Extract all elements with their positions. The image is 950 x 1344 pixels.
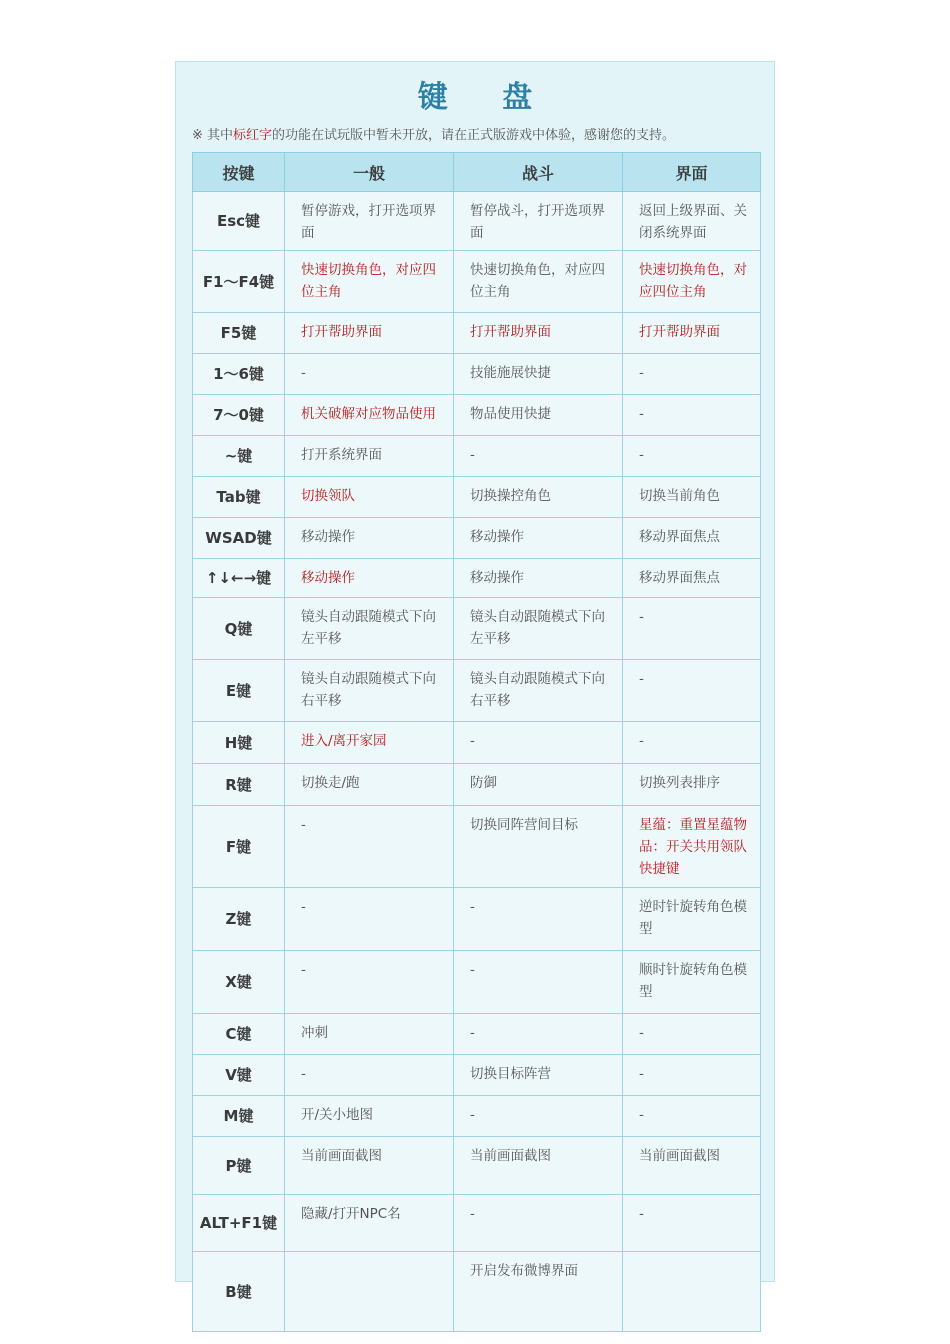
general-cell: 进入/离开家园 (285, 722, 454, 764)
ui-cell: - (623, 1014, 761, 1055)
battle-cell: 切换同阵营间目标 (454, 806, 623, 888)
table-header-row (193, 153, 761, 192)
key-cell: C键 (193, 1014, 285, 1055)
general-cell: 冲刺 (285, 1014, 454, 1055)
general-cell: 隐藏/打开NPC名 (285, 1195, 454, 1252)
battle-cell: - (454, 1014, 623, 1055)
ui-cell: 星蕴：重置星蕴物品：开关共用领队快捷键 (623, 806, 761, 888)
battle-cell: 切换目标阵营 (454, 1055, 623, 1096)
table-row (193, 1014, 761, 1055)
table-row (193, 660, 761, 722)
table-row (193, 1055, 761, 1096)
battle-cell: 打开帮助界面 (454, 313, 623, 354)
general-cell: 镜头自动跟随模式下向右平移 (285, 660, 454, 722)
general-cell: 切换领队 (285, 477, 454, 518)
general-cell: 当前画面截图 (285, 1137, 454, 1195)
notice-suffix: 的功能在试玩版中暂未开放，请在正式版游戏中体验，感谢您的支持。 (272, 128, 676, 143)
ui-cell: - (623, 1195, 761, 1252)
general-cell: 切换走/跑 (285, 764, 454, 806)
battle-cell: 镜头自动跟随模式下向左平移 (454, 598, 623, 660)
battle-cell: 物品使用快捷 (454, 395, 623, 436)
ui-cell: - (623, 436, 761, 477)
general-cell: - (285, 888, 454, 951)
table-row (193, 951, 761, 1014)
key-cell: F键 (193, 806, 285, 888)
ui-cell: 返回上级界面、关闭系统界面 (623, 192, 761, 251)
header-ui: 界面 (623, 153, 761, 192)
ui-cell: 切换列表排序 (623, 764, 761, 806)
general-cell: 镜头自动跟随模式下向左平移 (285, 598, 454, 660)
ui-cell: - (623, 395, 761, 436)
battle-cell: 防御 (454, 764, 623, 806)
key-cell: B键 (193, 1252, 285, 1332)
general-cell: 快速切换角色，对应四位主角 (285, 251, 454, 313)
table-row (193, 1252, 761, 1332)
key-cell: WSAD键 (193, 518, 285, 559)
ui-cell: 移动界面焦点 (623, 518, 761, 559)
table-row (193, 722, 761, 764)
key-cell: Esc键 (193, 192, 285, 251)
battle-cell: 快速切换角色，对应四位主角 (454, 251, 623, 313)
header-general: 一般 (285, 153, 454, 192)
key-cell: F1～F4键 (193, 251, 285, 313)
battle-cell: 暂停战斗，打开选项界面 (454, 192, 623, 251)
battle-cell: - (454, 722, 623, 764)
general-cell: 机关破解对应物品使用 (285, 395, 454, 436)
battle-cell: - (454, 888, 623, 951)
keyboard-panel (175, 61, 775, 1301)
key-cell: H键 (193, 722, 285, 764)
table-row (193, 559, 761, 598)
table-row (193, 1096, 761, 1137)
ui-cell: 切换当前角色 (623, 477, 761, 518)
keybinding-table (192, 152, 761, 1332)
key-cell: E键 (193, 660, 285, 722)
key-cell: Q键 (193, 598, 285, 660)
ui-cell: 逆时针旋转角色模型 (623, 888, 761, 951)
table-row (193, 313, 761, 354)
header-battle: 战斗 (454, 153, 623, 192)
table-row (193, 354, 761, 395)
table-row (193, 764, 761, 806)
battle-cell: 移动操作 (454, 518, 623, 559)
key-cell: P键 (193, 1137, 285, 1195)
general-cell: 打开帮助界面 (285, 313, 454, 354)
table-row (193, 436, 761, 477)
battle-cell: 技能施展快捷 (454, 354, 623, 395)
table-row (193, 598, 761, 660)
general-cell: 移动操作 (285, 559, 454, 598)
battle-cell: 镜头自动跟随模式下向右平移 (454, 660, 623, 722)
key-cell: Z键 (193, 888, 285, 951)
key-cell: ALT+F1键 (193, 1195, 285, 1252)
ui-cell: 打开帮助界面 (623, 313, 761, 354)
table-row (193, 192, 761, 251)
key-cell: ~键 (193, 436, 285, 477)
ui-cell: - (623, 722, 761, 764)
page-title: 键 盘 (417, 80, 555, 115)
battle-cell: - (454, 436, 623, 477)
battle-cell: 开启发布微博界面 (454, 1252, 623, 1332)
general-cell: - (285, 806, 454, 888)
notice-prefix: ※ 其中 (192, 128, 234, 143)
ui-cell: - (623, 354, 761, 395)
table-row (193, 888, 761, 951)
key-cell: R键 (193, 764, 285, 806)
general-cell: - (285, 354, 454, 395)
key-cell: 7～0键 (193, 395, 285, 436)
general-cell: 打开系统界面 (285, 436, 454, 477)
table-row (193, 1137, 761, 1195)
battle-cell: 移动操作 (454, 559, 623, 598)
table-row (193, 477, 761, 518)
battle-cell: - (454, 1096, 623, 1137)
ui-cell: - (623, 598, 761, 660)
table-row (193, 806, 761, 888)
general-cell: 开/关小地图 (285, 1096, 454, 1137)
notice-highlight: 标红字 (233, 128, 273, 143)
key-cell: Tab键 (193, 477, 285, 518)
table-row (193, 395, 761, 436)
general-cell: 移动操作 (285, 518, 454, 559)
ui-cell (623, 1252, 761, 1332)
table-row (193, 1195, 761, 1252)
ui-cell: - (623, 660, 761, 722)
ui-cell: 顺时针旋转角色模型 (623, 951, 761, 1014)
table-row (193, 518, 761, 559)
general-cell (285, 1252, 454, 1332)
key-cell: ↑↓←→键 (193, 559, 285, 598)
ui-cell: - (623, 1055, 761, 1096)
key-cell: M键 (193, 1096, 285, 1137)
header-key: 按键 (193, 153, 285, 192)
battle-cell: 切换操控角色 (454, 477, 623, 518)
notice-text (192, 124, 675, 143)
ui-cell: - (623, 1096, 761, 1137)
battle-cell: - (454, 1195, 623, 1252)
general-cell: 暂停游戏，打开选项界面 (285, 192, 454, 251)
ui-cell: 快速切换角色，对应四位主角 (623, 251, 761, 313)
battle-cell: - (454, 951, 623, 1014)
table-row (193, 251, 761, 313)
table-body (193, 192, 761, 1332)
key-cell: X键 (193, 951, 285, 1014)
general-cell: - (285, 1055, 454, 1096)
general-cell: - (285, 951, 454, 1014)
key-cell: F5键 (193, 313, 285, 354)
battle-cell: 当前画面截图 (454, 1137, 623, 1195)
key-cell: 1～6键 (193, 354, 285, 395)
ui-cell: 当前画面截图 (623, 1137, 761, 1195)
ui-cell: 移动界面焦点 (623, 559, 761, 598)
key-cell: V键 (193, 1055, 285, 1096)
